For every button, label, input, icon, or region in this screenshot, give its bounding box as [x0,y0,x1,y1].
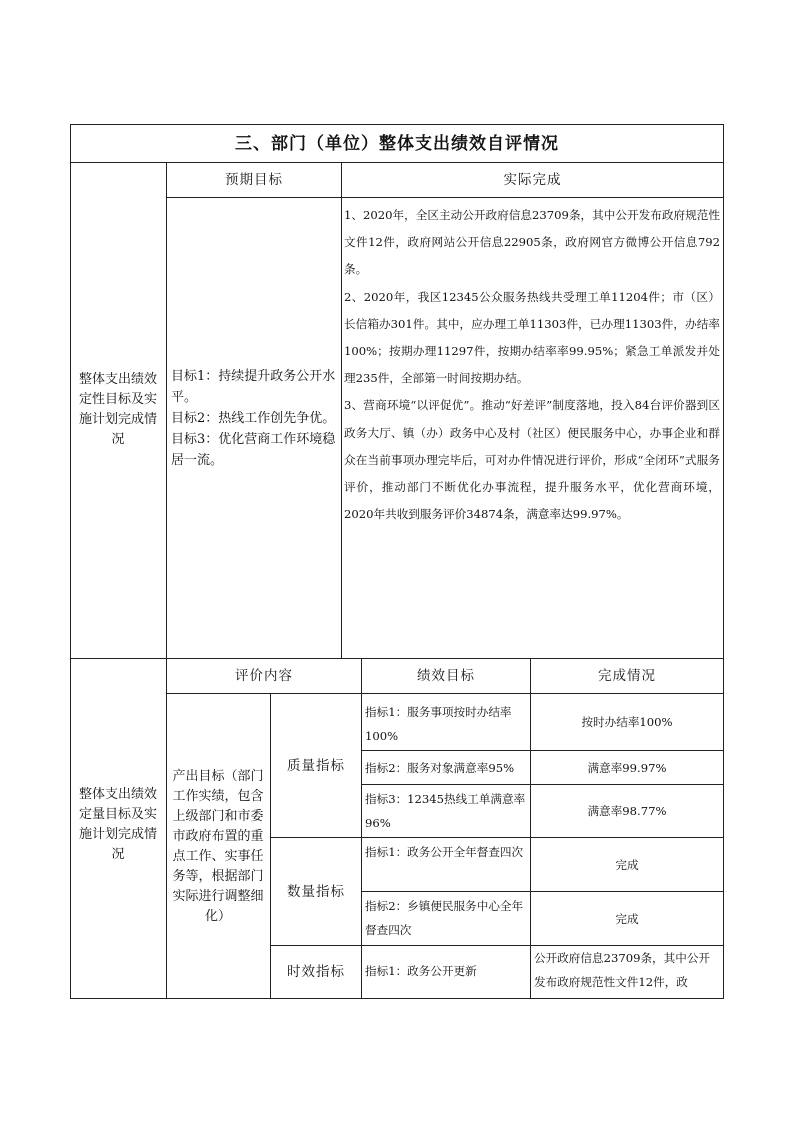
section-title: 三、部门（单位）整体支出绩效自评情况 [235,133,559,154]
header-performance-target: 绩效目标 [417,668,475,684]
actual-completion-text [344,202,720,528]
header-actual-completion: 实际完成 [503,172,562,188]
quality-result-1: 按时办结率100% [581,715,673,729]
quality-indicator-label: 质量指标 [287,757,345,774]
goal-item: 目标3：优化营商工作环境稳居一流。 [171,432,336,468]
quantitative-row-label: 整体支出绩效定量目标及实施计划完成情况 [78,787,157,862]
header-expected-goals: 预期目标 [225,172,283,188]
actual-paragraph-2: 2、2020年，我区12345公众服务热线共受理工单11204件；市（区）长信箱办301件。其中，应办理工单11303件，已办理11303件，办结率100%；按期办理11297件，按期办结率率99.95%；紧急工单派发并处理235件，全部第一时间按期办结。 [344,289,720,386]
actual-paragraph-3: 3、营商环境“以评促优”。推动“好差评”制度落地，投入84台评价器到区政务大厅、镇（办）政务中心及村（社区）便民服务中心，办事企业和群众在当前事项办理完毕后，可对办件情况进行评价，形成“全闭环”式服务评价，推动部门不断优化办事流程，提升服务水平，优化营商环境，2020年共收到服务评价34874条，满意率达99.97%。 [344,398,720,522]
header-completion-status: 完成情况 [598,668,656,684]
table-border-left [70,124,71,999]
timeliness-target-1: 指标1：政务公开更新 [365,964,477,978]
quantity-result-2: 完成 [615,911,639,926]
qualitative-row-label: 整体支出绩效定性目标及实施计划完成情况 [78,372,157,447]
output-target-label: 产出目标（部门工作实绩，包含上级部门和市委市政府布置的重点工作、实事任务等，根据部门实际进行调整细化） [172,768,264,924]
quantity-target-1: 指标1：政务公开全年督查四次 [365,845,524,859]
quality-result-3: 满意率98.77% [587,804,667,818]
quality-target-3: 指标3：12345热线工单满意率96% [365,792,526,830]
timeliness-indicator-label: 时效指标 [287,964,345,980]
quantity-result-1: 完成 [615,857,639,872]
quality-target-2: 指标2：服务对象满意率95% [365,761,515,775]
goal-item: 目标2：热线工作创先争优。 [171,411,336,426]
header-evaluation-content: 评价内容 [235,668,293,684]
quantity-indicator-label: 数量指标 [287,883,345,900]
table-border-bottom [70,998,724,999]
quantity-target-2: 指标2：乡镇便民服务中心全年督查四次 [365,899,524,937]
quality-result-2: 满意率99.97% [587,760,667,775]
goal-item: 目标1：持续提升政务公开水平。 [171,369,336,405]
timeliness-result-1: 公开政府信息23709条，其中公开发布政府规范性文件12件，政 [534,951,711,989]
table-border-right [723,124,724,999]
expected-goals-list [171,366,337,471]
actual-paragraph-1: 1、2020年，全区主动公开政府信息23709条，其中公开发布政府规范性文件12件，政府网站公开信息22905条，政府网官方微博公开信息792条。 [344,208,720,277]
quality-target-1: 指标1：服务事项按时办结率100% [365,705,512,743]
